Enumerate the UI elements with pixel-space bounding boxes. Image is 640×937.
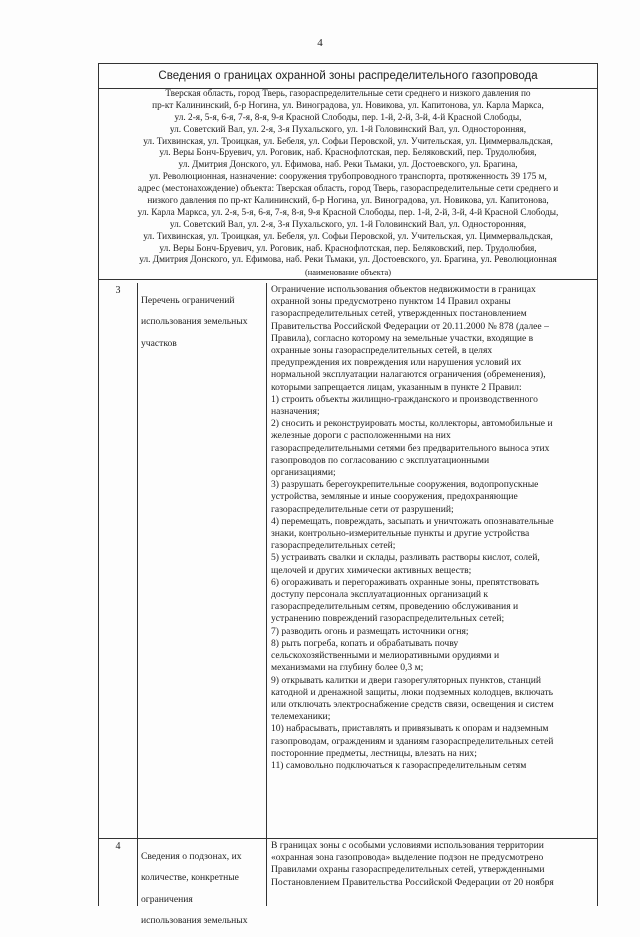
content-line: или отключать электроснабжение средств связи, освещения и систем xyxy=(271,698,554,710)
description-caption: (наименование объекта) xyxy=(304,268,391,278)
content-line: Постановлением Правительства Российской Федерации от 20 ноября xyxy=(271,876,554,888)
content-line: газораспределительными сетями без предварительного выноса этих xyxy=(271,442,550,454)
table-row-3 xyxy=(99,283,597,838)
content-line: Правительства Российской Федерации от 20.11.2000 № 878 (далее – xyxy=(271,320,549,332)
content-line: устранению повреждений газораспределительных сетей; xyxy=(271,613,505,625)
row-content xyxy=(271,840,593,889)
content-line: 3) разрушать берегоукрепительные сооружения, водопропускные xyxy=(271,479,539,491)
content-line: железные дороги с расположенными на них xyxy=(271,430,451,442)
content-line: доступу персонала эксплуатационных организаций к xyxy=(271,589,489,601)
column-divider xyxy=(137,283,138,906)
content-line: назначения; xyxy=(271,406,320,418)
description-line: ул. Карла Маркса, ул. 2-я, 5-я, 6-я, 7-я, 8-я, 9-я Красной Слободы, пер. 1-й, 2-й, 3-й, 4-й Красной Слободы, xyxy=(137,207,559,218)
content-line: которыми запрещается лицам, указанным в пункте 2 Правил: xyxy=(271,381,522,393)
page-number: 4 xyxy=(317,37,323,49)
content-line: газораспределительным сетям, проведению обслуживания и xyxy=(271,601,519,613)
content-line: 10) набрасывать, приставлять и привязывать к опорам и надземным xyxy=(271,723,549,735)
row-label xyxy=(141,841,263,937)
content-line: охранные зоны газораспределительных сетей, в целях xyxy=(271,345,493,357)
content-line: организациями; xyxy=(271,467,336,479)
label-line: Перечень ограничений xyxy=(141,294,235,306)
content-line: газопроводам, ограждениям и зданиям газораспределительных сетей xyxy=(271,735,554,747)
content-line: газопроводов по согласованию с эксплуатационными xyxy=(271,454,490,466)
content-line: охранной зоны предусмотрено пунктом 14 Правил охраны xyxy=(271,296,511,308)
description-line: ул. Дмитрия Донского, ул. Ефимова, наб. Реки Тьмаки, ул. Достоевского, ул. Брагина, xyxy=(178,160,518,171)
row-number: 4 xyxy=(115,841,121,852)
label-line: использования земельных xyxy=(141,915,248,927)
label-line: ограничения xyxy=(141,893,193,905)
content-line: «охранная зона газопровода» выделение подзон не предусмотрено xyxy=(271,852,544,864)
content-line: катодной и дренажной защиты, люки подземных колодцев, включать xyxy=(271,686,554,698)
table-row-4 xyxy=(99,839,597,927)
description-line: ул. Веры Бонч-Бруевич, ул. Роговик, наб. Краснофлотская, пер. Беляковский, пер. Трудолюбия, xyxy=(159,148,537,159)
content-line: 2) сносить и реконструировать мосты, коллекторы, автомобильные и xyxy=(271,418,553,430)
label-line: участков xyxy=(141,337,177,349)
row-label xyxy=(141,285,263,359)
content-line: 5) устраивать свалки и склады, разливать растворы кислот, солей, xyxy=(271,552,540,564)
content-line: газораспределительные сети от разрушений; xyxy=(271,503,454,515)
content-line: 9) открывать калитки и двери газорегуляторных пунктов, станций xyxy=(271,674,542,686)
content-line: 4) перемещать, повреждать, засыпать и уничтожать опознавательные xyxy=(271,515,554,527)
content-line: Правилами охраны газораспределительных сетей, утвержденными xyxy=(271,864,545,876)
content-line: телемеханики; xyxy=(271,711,331,723)
content-line: Правила), согласно которому на земельные участки, входящие в xyxy=(271,332,534,344)
content-line: предупреждения их повреждения или нарушения условий их xyxy=(271,357,522,369)
description-line: ул. Тихвинская, ул. Троицкая, ул. Бебеля, ул. Софьи Перовской, ул. Учительская, ул. Циммервальдская, xyxy=(143,136,553,147)
label-line: количестве, конкретные xyxy=(141,872,239,884)
section-title: Сведения о границах охранной зоны распределительного газопровода xyxy=(99,64,597,89)
column-divider xyxy=(266,283,267,906)
content-line: знаки, контрольно-измерительные пункты и другие устройства xyxy=(271,528,530,540)
content-line: посторонние предметы, лестницы, влезать на них; xyxy=(271,747,477,759)
row-number: 3 xyxy=(115,285,121,296)
content-line: газораспределительных сетей; xyxy=(271,540,396,552)
content-line: 8) рыть погреба, копать и обрабатывать почву xyxy=(271,637,459,649)
content-line: газораспределительных сетей, утвержденных постановлением xyxy=(271,308,527,320)
description-line: ул. Тихвинская, ул. Троицкая, ул. Бебеля, ул. Софьи Перовской, ул. Учительская, ул. Циммервальдская, xyxy=(143,231,553,242)
description-line: ул. Дмитрия Донского, ул. Ефимова, наб. Реки Тьмаки, ул. Достоевского, ул. Брагина, ул. Революционная xyxy=(139,255,557,266)
description-line: ул. Советский Вал, ул. 2-я, 3-я Пухальского, ул. 1-й Головинский Вал, ул. Односторонняя, xyxy=(169,219,527,230)
content-line: сельскохозяйственными и мелиоративными орудиями и xyxy=(271,650,500,662)
content-line: механизмами на глубину более 0,3 м; xyxy=(271,662,424,674)
description-line: Тверская область, город Тверь, газораспределительные сети среднего и низкого давления по xyxy=(165,89,531,99)
info-table xyxy=(98,63,598,927)
description-line: пр-кт Калининский, б-р Ногина, ул. Виноградова, ул. Новикова, ул. Капитонова, ул. Карла Маркса, xyxy=(152,100,544,111)
description-line: ул. Советский Вал, ул. 2-я, 3-я Пухальского, ул. 1-й Головинский Вал, ул. Односторонняя, xyxy=(169,124,527,135)
content-line: 1) строить объекты жилищно-гражданского и производственного xyxy=(271,393,538,405)
content-line: щелочей и других химически активных веществ; xyxy=(271,564,472,576)
description-line: ул. Веры Бонч-Бруевич, ул. Роговик, наб. Краснофлотская, пер. Беляковский, пер. Трудолюбия, xyxy=(159,243,537,254)
content-line: нормальной эксплуатации налагаются ограничения (обременения), xyxy=(271,369,546,381)
content-line: Ограничение использования объектов недвижимости в границах xyxy=(271,284,536,295)
description-line: адрес (местонахождение) объекта: Тверская область, город Тверь, газораспределительные сети среднего и xyxy=(137,184,559,195)
label-line: Сведения о подзонах, их xyxy=(141,850,242,862)
row-content xyxy=(271,284,593,772)
description-line: низкого давления по пр-кт Калининский, б-р Ногина, ул. Виноградова, ул. Новикова, ул. Капитонова, xyxy=(147,196,549,207)
content-line: 7) разводить огонь и размещать источники огня; xyxy=(271,625,469,637)
content-line: 11) самовольно подключаться к газораспределительным сетям xyxy=(271,759,527,771)
content-line: устройства, земляные и иные сооружения, предохраняющие xyxy=(271,491,518,503)
description-line: ул. Революционная, назначение: сооружения трубопроводного транспорта, протяженность 39 175 м, xyxy=(149,172,547,183)
object-description xyxy=(99,89,597,280)
description-line: ул. 2-я, 5-я, 6-я, 7-я, 8-я, 9-я Красной Слободы, пер. 1-й, 2-й, 3-й, 4-й Красной Слободы, xyxy=(174,112,522,123)
content-line: В границах зоны с особыми условиями использования территории xyxy=(271,840,544,851)
label-line: использования земельных xyxy=(141,316,248,328)
content-line: 6) огораживать и перегораживать охранные зоны, препятствовать xyxy=(271,576,539,588)
